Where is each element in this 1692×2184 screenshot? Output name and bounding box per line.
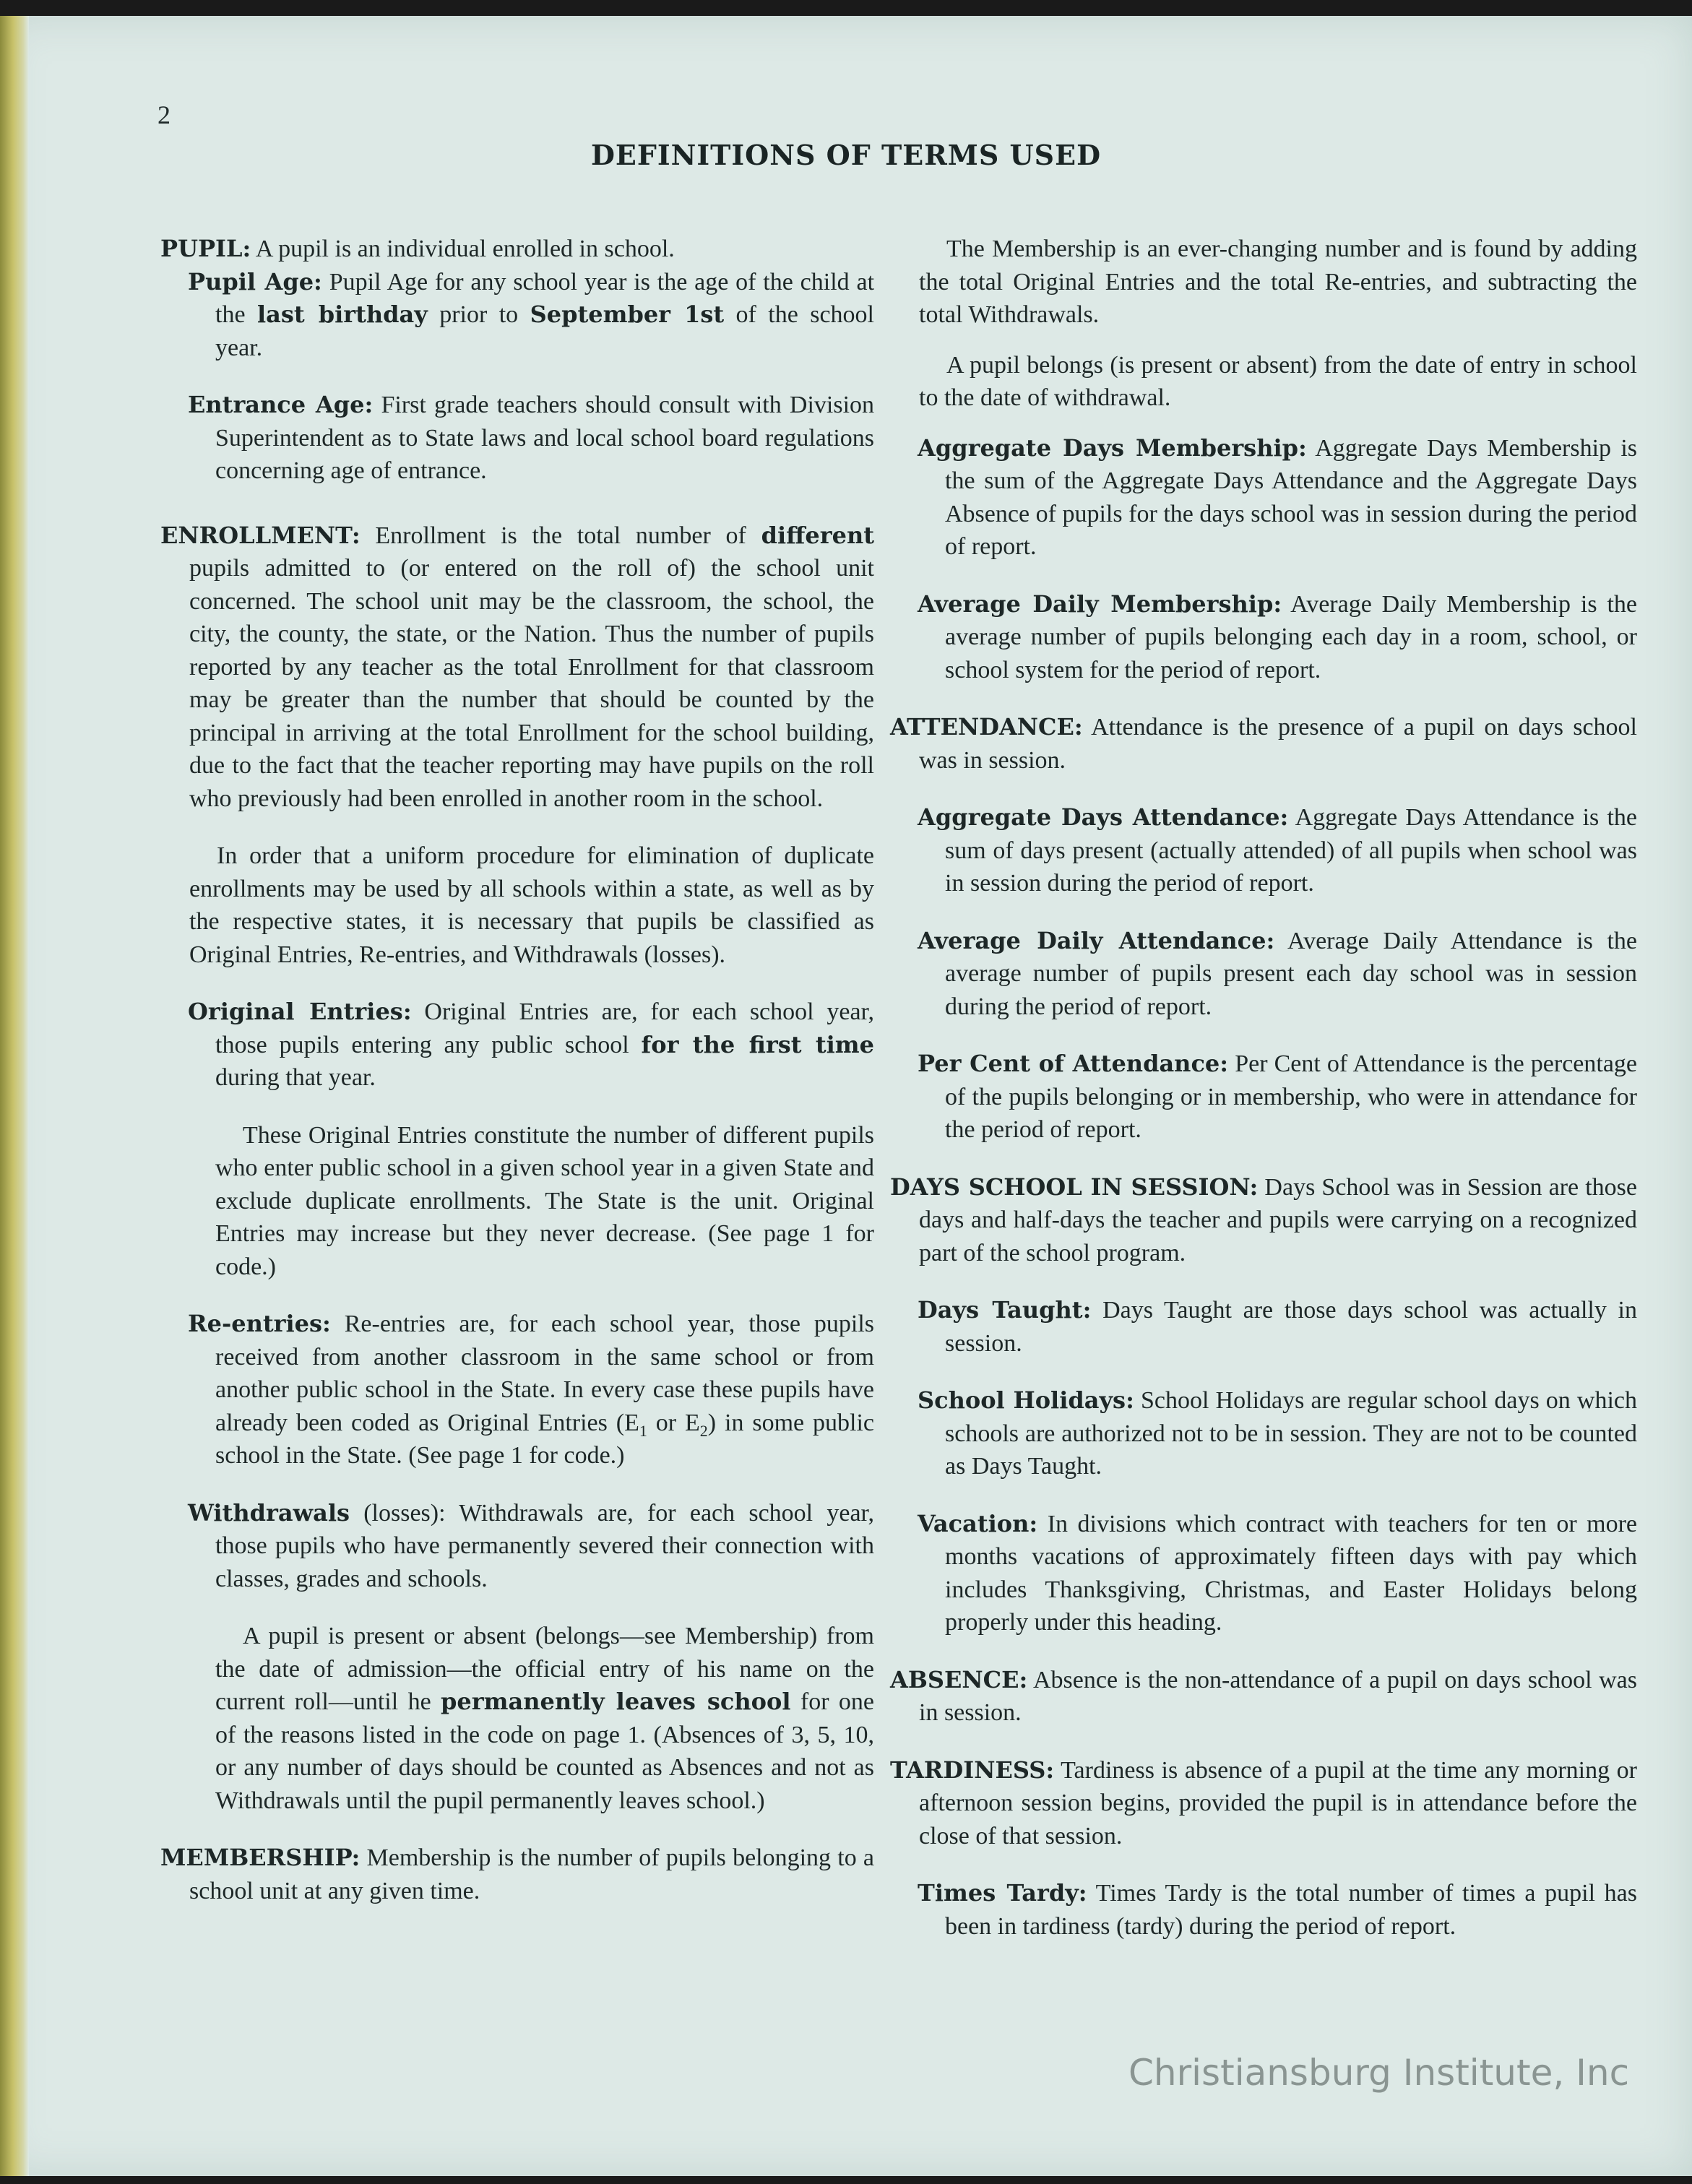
definition-text: for one of the reasons listed in the code on page 1. (Absences of 3, 5, 10, or any number of days should be counted as Absences and not as Withdrawals until the pupil permanently leaves school.)	[215, 1688, 874, 1814]
definition-aggregate-days-membership	[890, 432, 1637, 564]
watermark-text: Christiansburg Institute, Inc	[1128, 2052, 1630, 2094]
definition-text: during that year.	[215, 1064, 376, 1091]
definition-text: Days School was in Session are those days and half-days the teacher and pupils were carrying on a recognized part of the school program.	[919, 1173, 1637, 1266]
definition-text: of the school year.	[215, 301, 874, 361]
definition-text: A pupil is an individual enrolled in school.	[251, 236, 675, 262]
term-days-school-in-session: DAYS SCHOOL IN SESSION:	[890, 1173, 1259, 1201]
right-column	[890, 233, 1637, 1943]
definition-aggregate-days-attendance	[890, 801, 1637, 900]
definition-enrollment	[160, 519, 874, 816]
definition-text: Days Taught are those days school was actually in session.	[945, 1297, 1637, 1357]
term-times-tardy: Times Tardy:	[918, 1879, 1087, 1907]
definition-text: Per Cent of Attendance is the percentage of the pupils belonging or in membership, who were in attendance for the period of report.	[945, 1050, 1638, 1143]
term-entrance-age: Entrance Age:	[188, 391, 374, 418]
definition-entrance-age	[160, 389, 874, 488]
definition-per-cent-of-attendance	[890, 1048, 1637, 1147]
definition-attendance	[890, 711, 1637, 777]
definition-text: Membership is the number of pupils belonging to a school unit at any given time.	[189, 1844, 874, 1904]
definition-text: prior to	[427, 301, 530, 328]
definition-membership	[160, 1842, 874, 1907]
page-number: 2	[157, 100, 171, 129]
definition-text: School Holidays are regular school days on which schools are authorized not to be in session. They are not to be counted as Days Taught.	[945, 1387, 1637, 1480]
emphasis-text: different	[761, 521, 874, 549]
term-average-daily-attendance: Average Daily Attendance:	[918, 926, 1275, 954]
term-pupil-age: Pupil Age:	[188, 267, 322, 295]
original-entries-paragraph-2: These Original Entries constitute the number of different pupils who enter public school in a given school year in a given State and exclude duplicate enrollments. The State is the unit. Original Entries may increase but they never decrease. (See page 1 for code.)	[215, 1121, 874, 1280]
term-aggregate-days-attendance: Aggregate Days Attendance:	[918, 803, 1289, 831]
definition-text: Original Entries are, for each school year, those pupils entering any public school	[215, 998, 874, 1058]
term-withdrawals: Withdrawals	[188, 1498, 350, 1527]
definition-school-holidays	[890, 1384, 1637, 1483]
definition-pupil	[160, 233, 874, 266]
term-aggregate-days-membership: Aggregate Days Membership:	[918, 433, 1307, 462]
membership-paragraph-3: A pupil belongs (is present or absent) from the date of entry in school to the date of withdrawal.	[919, 351, 1637, 411]
definition-days-taught	[890, 1294, 1637, 1360]
definition-tardiness	[890, 1754, 1637, 1853]
definition-average-daily-membership	[890, 588, 1637, 687]
definition-text: Average Daily Membership is the average number of pupils belonging each day in a room, school, or school system for the period of report.	[945, 590, 1637, 683]
definition-text: or E	[647, 1409, 700, 1436]
term-membership: MEMBERSHIP:	[160, 1844, 361, 1871]
definition-pupil-age	[160, 266, 874, 365]
left-column	[160, 233, 874, 1907]
definition-text: (losses): Withdrawals are, for each school year, those pupils who have permanently severed their connection with classes, grades and schools.	[215, 1499, 874, 1592]
definition-text: First grade teachers should consult with Division Superintendent as to State laws and local school board regulations concerning age of entrance.	[215, 392, 875, 484]
term-per-cent-of-attendance: Per Cent of Attendance:	[918, 1050, 1229, 1077]
term-reentries: Re-entries:	[188, 1310, 331, 1337]
emphasis-text: permanently leaves school	[441, 1688, 791, 1715]
page-binding-edge	[0, 16, 29, 2176]
definition-text: Absence is the non-attendance of a pupil on days school was in session.	[919, 1666, 1637, 1726]
definition-absence	[890, 1664, 1637, 1730]
definition-withdrawals	[160, 1497, 874, 1596]
subscript: 1	[639, 1421, 647, 1440]
term-average-daily-membership: Average Daily Membership:	[918, 590, 1282, 618]
definition-reentries	[160, 1308, 874, 1472]
subscript: 2	[699, 1421, 708, 1440]
definition-text: ) in some public school in the State. (See page 1 for code.)	[215, 1409, 874, 1469]
term-absence: ABSENCE:	[890, 1665, 1028, 1693]
definition-vacation	[890, 1508, 1637, 1639]
definition-text: Attendance is the presence of a pupil on days school was in session.	[919, 714, 1637, 774]
term-days-taught: Days Taught:	[918, 1296, 1092, 1324]
withdrawals-paragraph-2	[160, 1620, 874, 1817]
definition-original-entries	[160, 996, 874, 1095]
term-tardiness: TARDINESS:	[890, 1756, 1055, 1784]
term-original-entries: Original Entries:	[188, 998, 412, 1025]
definition-text: In divisions which contract with teachers for ten or more months vacations of approximately fifteen days with pay which includes Thanksgiving, Christmas, and Easter Holidays belong properly under this heading.	[945, 1510, 1637, 1636]
page-title: DEFINITIONS OF TERMS USED	[590, 139, 1102, 171]
definition-average-daily-attendance	[890, 925, 1637, 1024]
emphasis-text: September 1st	[530, 301, 725, 328]
enrollment-paragraph-2: In order that a uniform procedure for elimination of duplicate enrollments may be used by all schools within a state, as well as by the respective states, it is necessary that pupils be classified as Original Entries, Re-entries, and Withdrawals (losses).	[189, 842, 874, 968]
term-pupil: PUPIL:	[160, 235, 251, 262]
definition-text: Re-entries are, for each school year, those pupils received from another classroom in the same school or from another public school in the State. In every case these pupils have already been coded as Original Entries (E	[215, 1311, 874, 1436]
emphasis-text: last birthday	[256, 301, 428, 328]
definition-text: Aggregate Days Membership is the sum of the Aggregate Days Attendance and the Aggregate Days Absence of pupils for the days school was in session during the period of report.	[945, 434, 1637, 560]
definition-text: A pupil is present or absent (belongs—see Membership) from the date of admission—the official entry of his name on the current roll—until he	[215, 1623, 874, 1715]
membership-paragraph-2: The Membership is an ever-changing number and is found by adding the total Original Entries and the total Re-entries, and subtracting the total Withdrawals.	[919, 236, 1637, 328]
definition-text: Aggregate Days Attendance is the sum of days present (actually attended) of all pupils when school was in session during the period of report.	[945, 804, 1637, 897]
term-attendance: ATTENDANCE:	[890, 713, 1083, 741]
emphasis-text: for the first time	[641, 1030, 875, 1058]
definition-text: Pupil Age for any school year is the age of the child at the	[215, 268, 875, 328]
definition-times-tardy	[890, 1877, 1637, 1943]
definition-text: Average Daily Attendance is the average number of pupils present each day school was in session during the period of report.	[945, 927, 1637, 1020]
definition-text: Tardiness is absence of a pupil at the time any morning or afternoon session begins, provided the pupil is in attendance before the close of that session.	[919, 1756, 1637, 1850]
definition-days-school-in-session	[890, 1171, 1637, 1270]
term-school-holidays: School Holidays:	[918, 1386, 1134, 1414]
term-enrollment: ENROLLMENT:	[160, 521, 361, 549]
definition-text: Enrollment is the total number of	[360, 522, 761, 549]
definition-text: pupils admitted to (or entered on the roll of) the school unit concerned. The school unit may be the classroom, the school, the city, the county, the state, or the Nation. Thus the number of pupils reported by any teacher as the total Enrollment for that classroom may be greater than the number that should be counted by the principal in arriving at the total Enrollment for the school building, due to the fact that the teacher reporting may have pupils on the roll who previously had been enrolled in another room in the school.	[189, 555, 874, 812]
definition-text: Times Tardy is the total number of times a pupil has been in tardiness (tardy) during the period of report.	[945, 1880, 1637, 1940]
term-vacation: Vacation:	[918, 1509, 1038, 1537]
